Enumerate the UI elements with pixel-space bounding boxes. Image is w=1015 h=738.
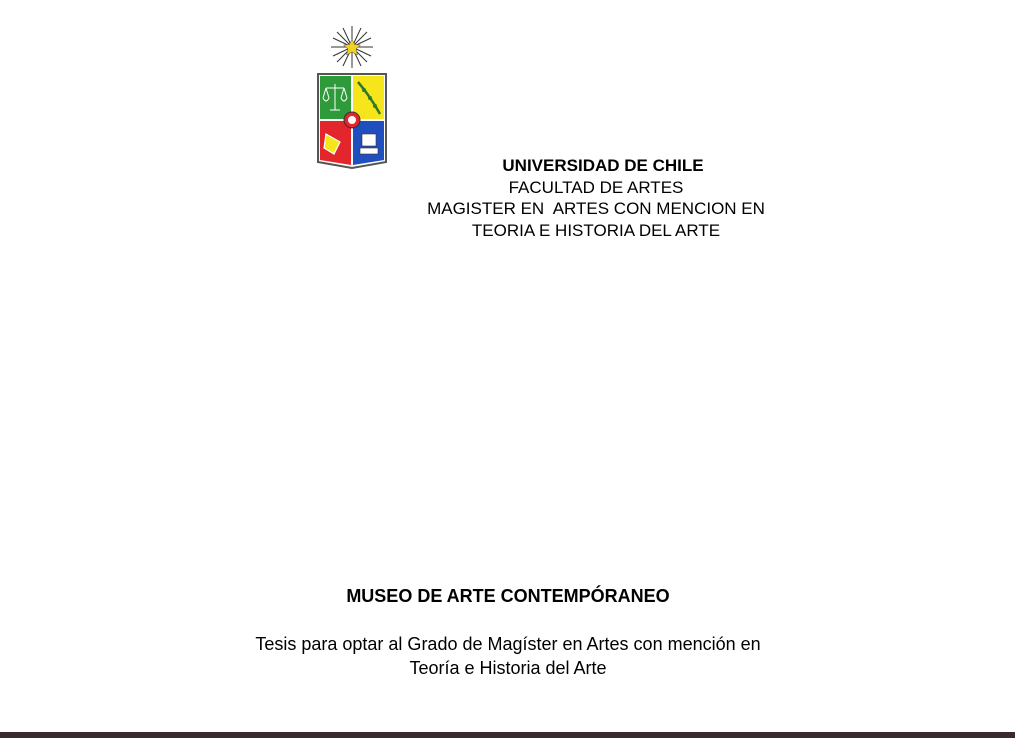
university-crest-icon <box>312 22 392 172</box>
faculty-name: FACULTAD DE ARTES <box>508 177 684 197</box>
thesis-subtitle-line2: Teoría e Historia del Arte <box>409 658 607 678</box>
thesis-subtitle <box>208 632 808 680</box>
thesis-title: MUSEO DE ARTE CONTEMPÓRANEO <box>346 586 670 606</box>
program-name-line2: TEORIA E HISTORIA DEL ARTE <box>471 220 721 240</box>
university-name: UNIVERSIDAD DE CHILE <box>502 156 704 175</box>
page-bottom-edge <box>0 732 1015 738</box>
institution-header <box>396 155 796 241</box>
thesis-subtitle-line1: Tesis para optar al Grado de Magíster en Artes con mención en <box>255 634 761 654</box>
program-name-line1: MAGISTER EN ARTES CON MENCION EN <box>427 199 765 218</box>
